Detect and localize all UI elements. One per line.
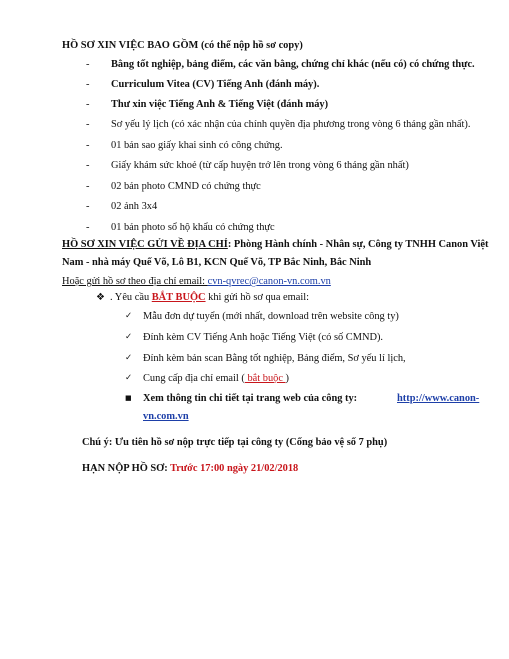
priority-note: Chú ý: Ưu tiên hồ sơ nộp trực tiếp tại công ty (Cổng bảo vệ số 7 phụ) xyxy=(82,437,388,448)
four-diamond-icon: ❖ xyxy=(96,292,105,303)
list-item: Curriculum Vitea (CV) Tiếng Anh (đánh máy). xyxy=(111,79,320,90)
intro-suffix: khi gửi hồ sơ qua email: xyxy=(205,292,310,303)
recruit-email-link[interactable]: cvn-qvrec@canon-vn.com.vn xyxy=(207,276,331,287)
list-item: 02 ảnh 3x4 xyxy=(111,201,158,212)
address-text: : Phòng Hành chính - Nhân sự, Công ty TNHH Canon Việt xyxy=(227,239,489,250)
check-icon: ✓ xyxy=(125,311,133,321)
address-label: HỒ SƠ XIN VIỆC GỬI VỀ ĐỊA CHỈ xyxy=(62,239,228,250)
deadline-line xyxy=(82,462,298,475)
list-item: 01 bản sao giấy khai sinh có công chứng. xyxy=(111,140,283,151)
list-item: 01 bản photo sổ hộ khẩu có chứng thực xyxy=(111,222,275,233)
list-dash: - xyxy=(86,181,90,192)
required-note: bắt buộc xyxy=(244,373,286,384)
list-dash: - xyxy=(86,140,90,151)
list-item: Bằng tốt nghiệp, bảng điểm, các văn bằng, chứng chỉ khác (nếu có) có chứng thực. xyxy=(111,59,475,70)
requirement-item-email xyxy=(143,372,289,385)
documents-heading: HỒ SƠ XIN VIỆC BAO GỒM (có thể nộp hồ sơ copy) xyxy=(62,40,303,51)
email-line xyxy=(62,275,331,288)
close-paren: ) xyxy=(285,373,290,384)
check-icon: ✓ xyxy=(125,373,133,383)
requirement-item: Đính kèm bản scan Bằng tốt nghiệp, Bảng điểm, Sơ yếu lí lịch, xyxy=(143,353,406,364)
check-icon: ✓ xyxy=(125,332,133,342)
deadline-label: HẠN NỘP HỒ SƠ: xyxy=(82,463,171,474)
list-item: 02 bản photo CMND có chứng thực xyxy=(111,181,261,192)
requirement-item: Đính kèm CV Tiếng Anh hoặc Tiếng Việt (có số CMND). xyxy=(143,332,384,343)
list-dash: - xyxy=(86,119,90,130)
list-item: Thư xin việc Tiếng Anh & Tiếng Việt (đánh máy) xyxy=(111,99,329,110)
email-requirement-text: Cung cấp địa chỉ email ( xyxy=(143,373,245,384)
address-line-2: Nam - nhà máy Quế Võ, Lô B1, KCN Quế Võ, TP Bắc Ninh, Bắc Ninh xyxy=(62,257,372,268)
required-label: BẮT BUỘC xyxy=(151,292,206,303)
email-prefix: Hoặc gửi hồ sơ theo địa chỉ email: xyxy=(62,276,208,287)
list-dash: - xyxy=(86,99,90,110)
list-item: Sơ yếu lý lịch (có xác nhận của chính quyền địa phương trong vòng 6 tháng gần nhất). xyxy=(111,119,471,130)
requirements-intro xyxy=(110,291,309,304)
list-dash: - xyxy=(86,222,90,233)
list-item: Giấy khám sức khoẻ (từ cấp huyện trở lên trong vòng 6 tháng gần nhất) xyxy=(111,160,409,171)
website-link[interactable]: http://www.canon- xyxy=(397,393,480,404)
list-dash: - xyxy=(86,59,90,70)
deadline-value: Trước 17:00 ngày 21/02/2018 xyxy=(170,463,299,474)
check-icon: ✓ xyxy=(125,353,133,363)
website-text: Xem thông tin chi tiết tại trang web của công ty: xyxy=(143,393,358,404)
requirement-item: Mẫu đơn dự tuyển (mới nhất, download trên website công ty) xyxy=(143,311,399,322)
square-bullet-icon: ■ xyxy=(125,394,132,402)
intro-prefix: . Yêu cầu xyxy=(110,292,152,303)
list-dash: - xyxy=(86,160,90,171)
list-dash: - xyxy=(86,79,90,90)
address-line-1 xyxy=(62,238,489,251)
website-link-cont[interactable]: vn.com.vn xyxy=(143,411,189,422)
list-dash: - xyxy=(86,201,90,212)
